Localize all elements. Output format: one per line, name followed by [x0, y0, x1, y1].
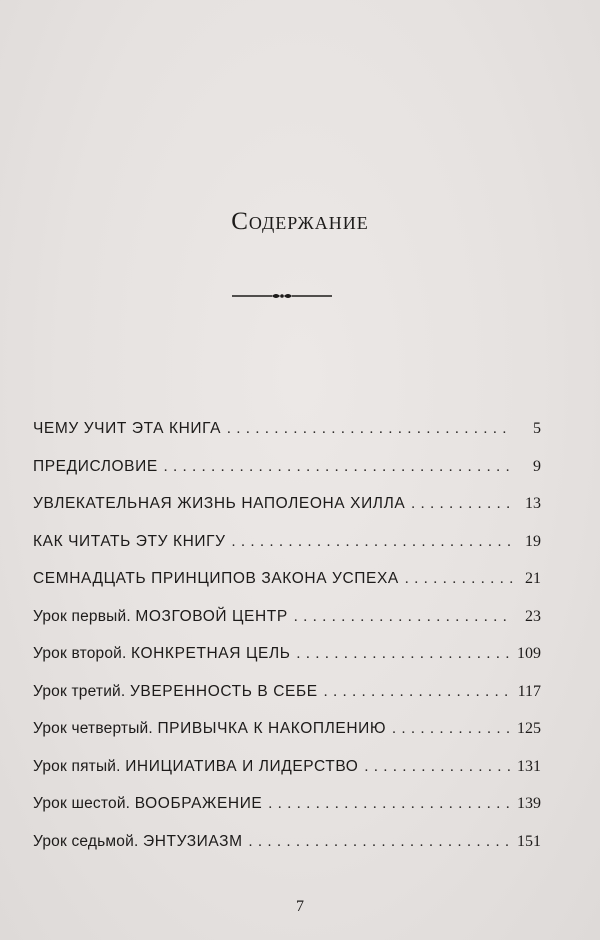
- toc-entry[interactable]: [33, 833, 541, 871]
- dot-leader: [364, 759, 511, 776]
- toc-entry[interactable]: [33, 608, 541, 646]
- toc-entry-name: ВООБРАЖЕНИЕ: [134, 795, 263, 812]
- toc-entry-prefix: Урок первый.: [33, 607, 136, 625]
- toc-entry[interactable]: [33, 795, 541, 833]
- toc-entry-page: 21: [525, 570, 541, 587]
- toc-entry-title: [33, 608, 288, 626]
- toc-entry-page: 109: [517, 645, 541, 662]
- toc-entry-prefix: Урок шестой.: [33, 795, 135, 812]
- toc-entry-name: КАК ЧИТАТЬ ЭТУ КНИГУ: [33, 532, 226, 550]
- toc-entry-title: [33, 795, 262, 813]
- toc-entry-title: [33, 570, 399, 588]
- toc-entry-prefix: Урок седьмой.: [33, 832, 143, 850]
- toc-entry-prefix: Урок второй.: [33, 645, 132, 662]
- toc-entry-title: [33, 833, 243, 851]
- toc-entry-prefix: Урок третий.: [33, 682, 130, 700]
- toc-entry-title: [33, 458, 158, 476]
- toc-entry-name: ЧЕМУ УЧИТ ЭТА КНИГА: [33, 420, 222, 437]
- toc-entry[interactable]: [33, 683, 541, 721]
- toc-entry-name: КОНКРЕТНАЯ ЦЕЛЬ: [131, 645, 291, 662]
- dot-leader: [249, 834, 511, 851]
- toc-entry-name: СЕМНАДЦАТЬ ПРИНЦИПОВ ЗАКОНА УСПЕХА: [33, 570, 399, 587]
- toc-entry[interactable]: [33, 720, 541, 758]
- page-number: 7: [296, 898, 304, 915]
- toc-entry-prefix: Урок пятый.: [33, 757, 126, 775]
- toc-entry[interactable]: [33, 458, 541, 496]
- dot-leader: [297, 646, 512, 663]
- toc-entry-name: ПРИВЫЧКА К НАКОПЛЕНИЮ: [157, 720, 387, 737]
- toc-entry[interactable]: [33, 533, 541, 571]
- toc-entry[interactable]: [33, 758, 541, 796]
- toc-entry-page: 5: [533, 420, 541, 437]
- dot-leader: [268, 796, 511, 813]
- page-title: Содержание: [231, 208, 369, 235]
- dot-leader: [324, 684, 512, 701]
- toc-entry-title: [33, 533, 226, 551]
- toc-entry-page: 125: [517, 720, 541, 737]
- dot-leader: [232, 534, 513, 551]
- toc-entry-title: [33, 683, 318, 701]
- toc-entry-name: УВЛЕКАТЕЛЬНАЯ ЖИЗНЬ НАПОЛЕОНА ХИЛЛА: [33, 495, 406, 512]
- toc-entry-page: 13: [525, 495, 541, 512]
- toc-entry[interactable]: [33, 495, 541, 533]
- toc-entry-name: МОЗГОВОЙ ЦЕНТР: [135, 607, 288, 625]
- toc-entry-page: 131: [517, 757, 541, 775]
- toc-entry-name: ИНИЦИАТИВА И ЛИДЕРСТВО: [125, 757, 359, 775]
- dot-leader: [405, 571, 513, 588]
- toc-entry-name: ЭНТУЗИАЗМ: [142, 832, 243, 850]
- table-of-contents: [33, 420, 541, 870]
- toc-entry-title: [33, 720, 386, 738]
- toc-entry[interactable]: [33, 645, 541, 683]
- toc-entry-name: УВЕРЕННОСТЬ В СЕБЕ: [129, 682, 318, 700]
- toc-entry-page: 139: [517, 795, 541, 812]
- ornament-divider-icon: [232, 290, 332, 302]
- toc-entry-title: [33, 645, 291, 663]
- toc-entry[interactable]: [33, 420, 541, 458]
- toc-entry-page: 117: [517, 682, 541, 700]
- toc-entry-name: ПРЕДИСЛОВИЕ: [33, 457, 158, 475]
- dot-leader: [164, 459, 513, 476]
- toc-entry-prefix: Урок четвертый.: [33, 720, 158, 737]
- toc-entry-page: 9: [533, 457, 541, 475]
- toc-entry-title: [33, 420, 221, 438]
- toc-entry[interactable]: [33, 570, 541, 608]
- dot-leader: [294, 609, 513, 626]
- toc-entry-title: [33, 495, 405, 513]
- dot-leader: [392, 721, 511, 738]
- dot-leader: [411, 496, 513, 513]
- dot-leader: [227, 421, 513, 438]
- toc-entry-title: [33, 758, 358, 776]
- toc-entry-page: 23: [525, 607, 541, 625]
- toc-entry-page: 19: [525, 532, 541, 550]
- toc-entry-page: 151: [517, 832, 541, 850]
